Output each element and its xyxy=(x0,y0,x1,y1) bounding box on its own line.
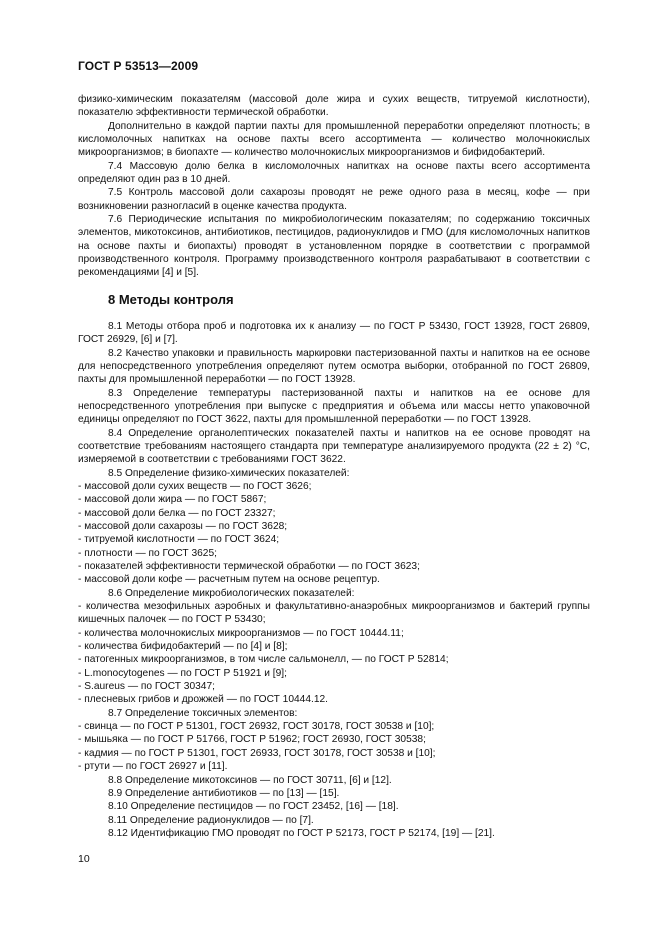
paragraph-continuation: физико-химическим показателям (массовой доле жира и сухих веществ, титруемой кислотности), показателю эффективности термической обработки. xyxy=(78,94,590,119)
list-item: - массовой доли жира — по ГОСТ 5867; xyxy=(78,494,267,506)
method-8-5: 8.5 Определение физико-химических показателей: xyxy=(108,467,350,479)
list-item: - L.monocytogenes — по ГОСТ Р 51921 и [9]; xyxy=(78,667,287,679)
list-item: - показателей эффективности термической обработки — по ГОСТ 3623; xyxy=(78,561,420,572)
paragraph-7-6: 7.6 Периодические испытания по микробиологическим показателям; по содержанию токсичных элементов, микотоксинов, антибиотиков, пестицидов, радионуклидов и ГМО (для кисломолочных напитков на основе пахты и биопахты) проводят в установленном порядке в соответствии с программой производственного контроля. Программу производственного контроля разрабатывают в соответствии с рекомендациями [4] и [5]. xyxy=(78,214,590,279)
method-8-11: 8.11 Определение радионуклидов — по [7]. xyxy=(108,814,314,826)
list-item: - свинца — по ГОСТ Р 51301, ГОСТ 26932, ГОСТ 30178, ГОСТ 30538 и [10]; xyxy=(78,721,435,733)
method-8-8: 8.8 Определение микотоксинов — по ГОСТ 30711, [6] и [12]. xyxy=(108,774,392,786)
list-item: - S.aureus — по ГОСТ 30347; xyxy=(78,681,215,693)
list-item: - патогенных микроорганизмов, в том числе сальмонелл, — по ГОСТ Р 52814; xyxy=(78,654,449,666)
method-8-12: 8.12 Идентификацию ГМО проводят по ГОСТ Р 52173, ГОСТ Р 52174, [19] — [21]. xyxy=(108,827,495,839)
method-8-1: 8.1 Методы отбора проб и подготовка их к анализу — по ГОСТ Р 53430, ГОСТ 13928, ГОСТ 26809, ГОСТ 26929, [6] и [7]. xyxy=(78,320,590,346)
method-8-9: 8.9 Определение антибиотиков — по [13] — [15]. xyxy=(108,787,340,799)
list-item: - плесневых грибов и дрожжей — по ГОСТ 10444.12. xyxy=(78,694,329,706)
list-item: - массовой доли кофе — расчетным путем на основе рецептур. xyxy=(78,574,380,586)
list-item: - массовой доли сахарозы — по ГОСТ 3628; xyxy=(78,520,288,532)
paragraph-additional: Дополнительно в каждой партии пахты для промышленной переработки определяют плотность; в кисломолочных напитках на основе пахты всего ассортимента — количество молочнокислых микроорганизмов; в биопахте — количество молочнокислых микроорганизмов и бифидобактерий. xyxy=(78,120,590,159)
list-item: - плотности — по ГОСТ 3625; xyxy=(78,547,217,559)
method-8-6: 8.6 Определение микробиологических показателей: xyxy=(108,587,355,599)
document-body xyxy=(78,93,590,840)
section-title: 8 Методы контроля xyxy=(108,291,234,307)
list-item: - мышьяка — по ГОСТ Р 51766, ГОСТ Р 51962; ГОСТ 26930, ГОСТ 30538; xyxy=(78,734,426,746)
paragraph-7-5: 7.5 Контроль массовой доли сахарозы проводят не реже одного раза в месяц, кофе — при возникновении разногласий в оценке качества продукта. xyxy=(78,187,590,212)
list-item: - массовой доли сухих веществ — по ГОСТ 3626; xyxy=(78,480,312,492)
list-item: - ртути — по ГОСТ 26927 и [11]. xyxy=(78,761,228,773)
list-item: - кадмия — по ГОСТ Р 51301, ГОСТ 26933, ГОСТ 30178, ГОСТ 30538 и [10]; xyxy=(78,747,436,759)
method-8-4: 8.4 Определение органолептических показателей пахты и напитков на ее основе проводят на соответствие требованиям настоящего стандарта при температуре анализируемого продукта (22 ± 2) °С, измеряемой в соответствии с требованиями ГОСТ 3622. xyxy=(78,427,590,466)
page-header-doc-code: ГОСТ Р 53513—2009 xyxy=(78,59,199,73)
list-item: - количества бифидобактерий — по [4] и [8]; xyxy=(78,641,288,653)
method-8-3: 8.3 Определение температуры пастеризованной пахты и напитков на ее основе для непосредственного употребления при выпуске с предприятия и объема или массы нетто упаковочной единицы определяют по ГОСТ 3622, пахты для промышленной переработки — по ГОСТ 13928. xyxy=(78,387,590,426)
method-8-7: 8.7 Определение токсичных элементов: xyxy=(108,707,298,719)
page-number: 10 xyxy=(78,853,90,865)
list-item: - массовой доли белка — по ГОСТ 23327; xyxy=(78,507,276,519)
paragraph-7-4: 7.4 Массовую долю белка в кисломолочных напитках на основе пахты всего ассортимента определяют один раз в 10 дней. xyxy=(78,160,590,186)
list-item: - титруемой кислотности — по ГОСТ 3624; xyxy=(78,534,280,546)
list-item: - количества молочнокислых микроорганизмов — по ГОСТ 10444.11; xyxy=(78,627,404,639)
list-item: - количества мезофильных аэробных и факультативно-анаэробных микроорганизмов и бактерий группы кишечных палочек — по ГОСТ Р 53430; xyxy=(78,601,590,626)
method-8-10: 8.10 Определение пестицидов — по ГОСТ 23452, [16] — [18]. xyxy=(108,801,399,813)
method-8-2: 8.2 Качество упаковки и правильность маркировки пастеризованной пахты и напитков на ее основе для непосредственного употребления определяют путем осмотра выборки, отобранной по ГОСТ 26809, пахты для промышленной переработки — по ГОСТ 13928. xyxy=(78,347,590,386)
